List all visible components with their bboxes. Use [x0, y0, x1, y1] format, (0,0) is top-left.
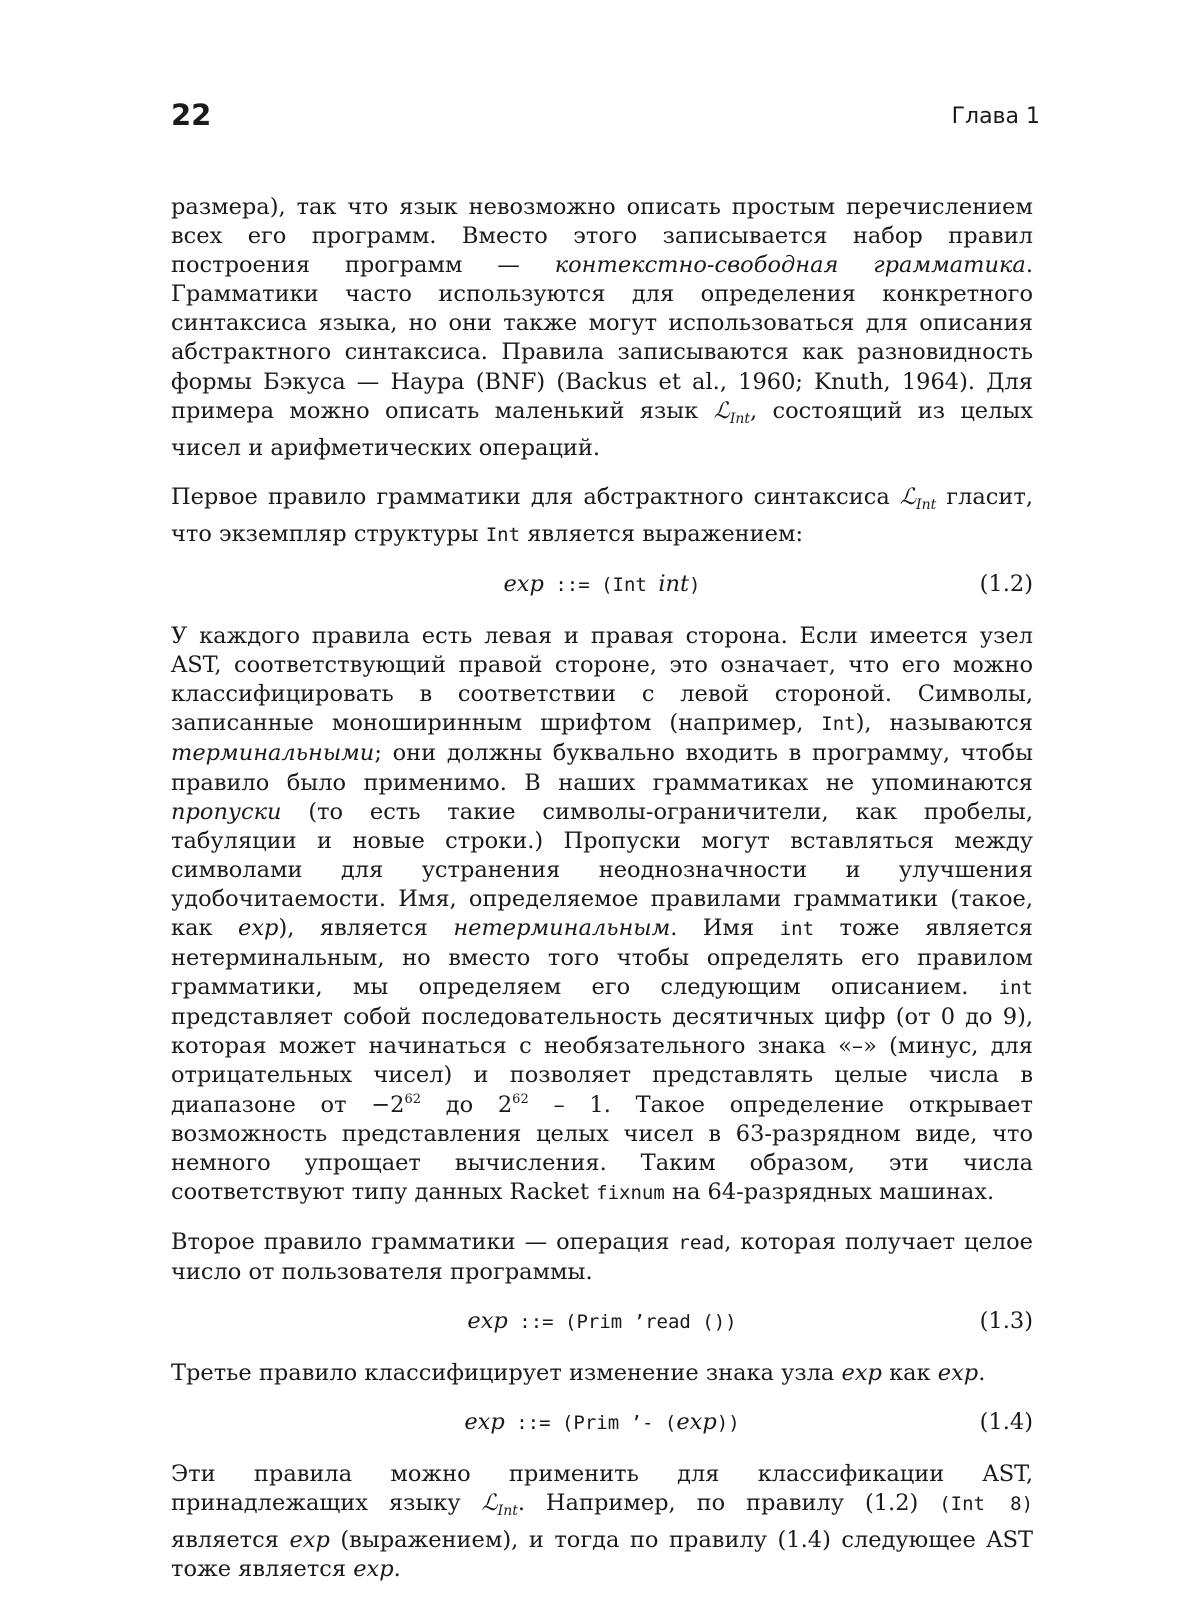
paragraph-3: У каждого правила есть левая и правая сторона. Если имеется узел AST, соответствующий правой стороне, это означает, что его можно классифицировать в соответствии с левой стороной. Символы, записанные моноширинным шрифтом (например, Int), называются терминальными; они должны буквально входить в программу, чтобы правило было применимо. В наших грамматиках не упоминаются пропуски (то есть такие символы-ограничители, как пробелы, табуляции и новые строки.) Пропуски могут вставляться между символами для устранения неоднозначности и улучшения удобочитаемости. Имя, определяемое правилами грамматики (такое, как exp), является нетерминальным. Имя int тоже является нетерминальным, но вместо того чтобы определять его правилом грамматики, мы определяем его следующим описанием. int представляет собой последовательность десятичных цифр (от 0 до 9), которая может начинаться с необязательного знака «–» (минус, для отрицательных чисел) и позволяет представлять целые числа в диапазоне от $-2^{62}$ до $2^{62} - 1$. Такое определение открывает возможность представления целых чисел в 63-разрядном виде, что немного упрощает вычисления. Таким образом, эти числа соответствуют типу данных Racket fixnum на 64-разрядных машинах.	[171, 623, 1033, 1205]
term-cfg: контекстно-свободная грамматика	[554, 252, 1026, 279]
paragraph-1: размера), так что язык невозможно описать простым перечислением всех его программ. Вместо этого записывается набор правил построения программ — контекстно-свободная грамматика. Грамматики часто используются для определения конкретного синтаксиса языка, но они также могут использоваться для описания абстрактного синтаксиса. Правила записываются как разновидность формы Бэкуса — Наура (BNF) (Backus et al., 1960; Knuth, 1964). Для примера можно описать маленький язык ℒ$_{Int}$, состоящий из целых чисел и арифметических операций.	[171, 194, 1034, 461]
code-int: Int	[485, 523, 521, 546]
formula-1-3: exp ::= (Prim ’read ()) (1.3)	[171, 1301, 1033, 1341]
lang-L-int: ℒ$_{Int}$	[481, 1490, 518, 1520]
paragraph-5: Третье правило классифицирует изменение знака узла exp как exp.	[171, 1360, 986, 1387]
lang-L-int: ℒ$_{Int}$	[899, 483, 937, 513]
paragraph-6: Эти правила можно применить для классификации AST, принадлежащих языку ℒ$_{Int}$. Например, по правилу (1.2) (Int 8) является exp (выражением), и тогда по правилу (1.4) следующее AST тоже является exp.	[171, 1461, 1034, 1583]
paragraph-2: Первое правило грамматики для абстрактного синтаксиса ℒ$_{Int}$ гласит, что экземпляр структуры Int является выражением:	[171, 483, 1033, 547]
equation-number: (1.3)	[979, 1308, 1033, 1335]
equation-number: (1.4)	[979, 1409, 1033, 1436]
chapter-title: Глава 1	[951, 104, 1040, 129]
page-body	[171, 193, 1033, 1605]
formula-1-2: exp ::= (Int int) (1.2)	[171, 564, 1033, 604]
formula-1-4: exp ::= (Prim ’- (exp)) (1.4)	[171, 1402, 1033, 1442]
lang-L-int: ℒ$_{Int}$	[713, 397, 750, 427]
equation-number: (1.2)	[979, 571, 1033, 598]
paragraph-4: Второе правило грамматики — операция read, которая получает целое число от пользователя программы.	[171, 1228, 1033, 1285]
page-number: 22	[171, 98, 212, 132]
